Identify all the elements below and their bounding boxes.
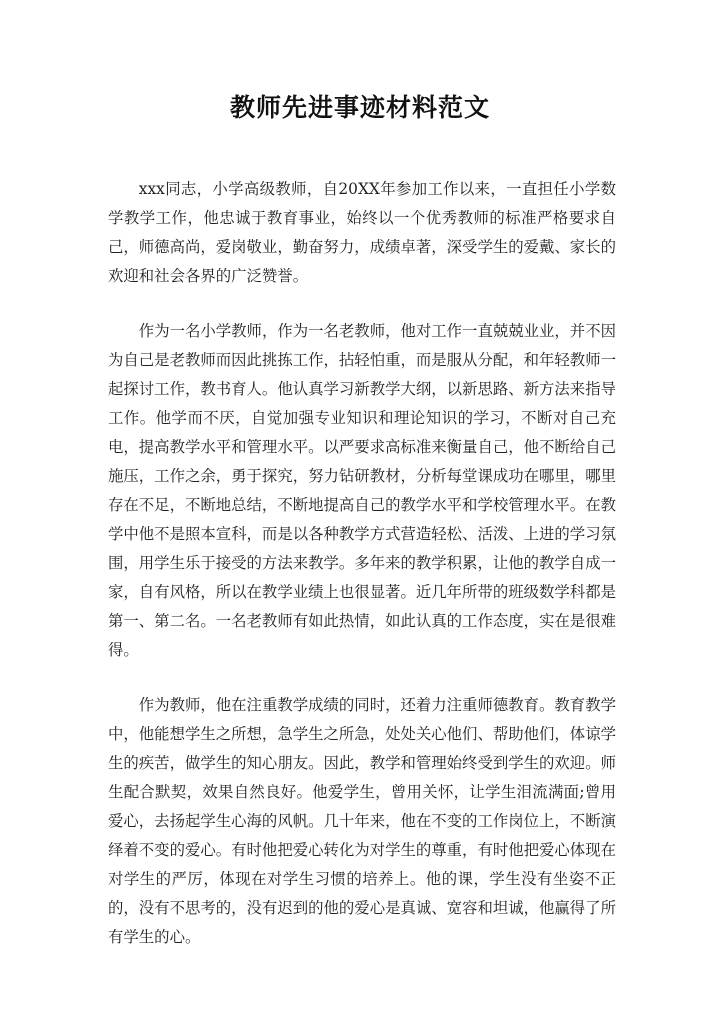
page-title: 教师先进事迹材料范文 xyxy=(229,93,490,122)
paragraph-ethics: 作为教师，他在注重教学成绩的同时，还着力注重师德教育。教育教学中，他能想学生之所想，急学生之所急，处处关心他们、帮助他们，体谅学生的疾苦，做学生的知心朋友。因此，教学和管理始终受到学生的欢迎。师生配合默契，效果自然良好。他爱学生，曾用关怀，让学生泪流满面;曾用爱心，去扬起学生心海的风帆。几十年来，他在不变的工作岗位上，不断演绎着不变的爱心。有时他把爱心转化为对学生的尊重，有时他把爱心体现在对学生的严厉，体现在对学生习惯的培养上。他的课，学生没有坐姿不正的，没有不思考的，没有迟到的他的爱心是真诚、宽容和坦诚，他赢得了所有学生的心。 xyxy=(108,696,616,946)
paragraph-work-attitude: 作为一名小学教师，作为一名老教师，他对工作一直兢兢业业，并不因为自己是老教师而因此挑拣工作，拈轻怕重，而是服从分配，和年轻教师一起探讨工作，教书育人。他认真学习新教学大纲，以新思路、新方法来指导工作。他学而不厌，自觉加强专业知识和理论知识的学习，不断对自己充电，提高教学水平和管理水平。以严要求高标准来衡量自己，他不断给自己施压，工作之余，勇于探究，努力钻研教材，分析每堂课成功在哪里，哪里存在不足，不断地总结，不断地提高自己的教学水平和学校管理水平。在教学中他不是照本宣科，而是以各种教学方式营造轻松、活泼、上进的学习氛围，用学生乐于接受的方法来教学。多年来的教学积累，让他的教学自成一家，自有风格，所以在教学业绩上也很显著。近几年所带的班级数学科都是第一、第二名。一名老教师有如此热情，如此认真的工作态度，实在是很难得。 xyxy=(108,322,616,659)
document-body xyxy=(108,175,616,978)
paragraph-intro: xxx同志，小学高级教师，自20XX年参加工作以来，一直担任小学数学教学工作，他忠诚于教育事业，始终以一个优秀教师的标准严格要求自己，师德高尚，爱岗敬业，勤奋努力，成绩卓著，深受学生的爱戴、家长的欢迎和社会各界的广泛赞誉。 xyxy=(108,180,616,285)
